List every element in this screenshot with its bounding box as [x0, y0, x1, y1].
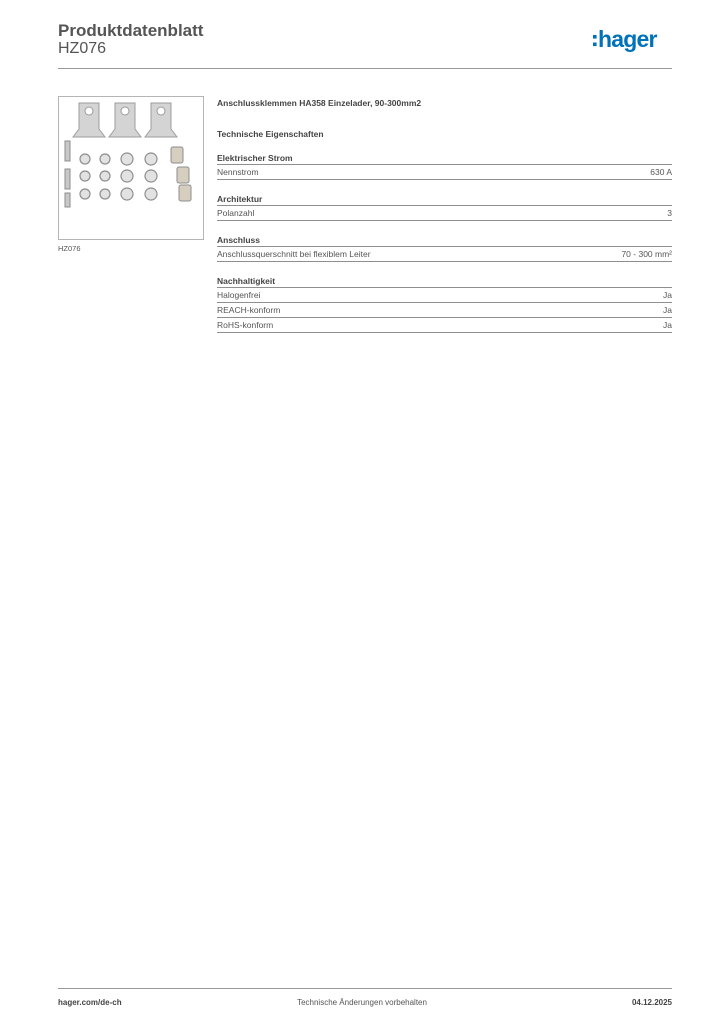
spec-value: 3	[667, 208, 672, 218]
spec-row-rohs	[217, 318, 672, 333]
spec-row-polanzahl	[217, 206, 672, 221]
hager-logo	[592, 26, 674, 56]
spec-value: 630 A	[650, 167, 672, 177]
spec-value: 70 - 300 mm²	[621, 249, 672, 259]
section-heading: Technische Eigenschaften	[217, 129, 324, 139]
group-title-anschluss: Anschluss	[217, 234, 672, 247]
spec-row-anschlussquerschnitt	[217, 247, 672, 262]
group-title-nachhaltigkeit: Nachhaltigkeit	[217, 275, 672, 288]
spec-label: RoHS-konform	[217, 320, 274, 330]
spec-label: REACH-konform	[217, 305, 281, 315]
spec-panel	[217, 96, 672, 333]
product-image	[58, 96, 204, 240]
product-code: HZ076	[58, 40, 107, 57]
group-title-elektrischer-strom: Elektrischer Strom	[217, 152, 672, 165]
spec-label: Polanzahl	[217, 208, 255, 218]
product-title: Anschlussklemmen HA358 Einzelader, 90-300mm2	[217, 98, 422, 108]
page-title: Produktdatenblatt	[58, 21, 204, 40]
spec-value: Ja	[663, 305, 672, 315]
spec-row-reach	[217, 303, 672, 318]
spec-value: Ja	[663, 320, 672, 330]
spec-label: Anschlussquerschnitt bei flexiblem Leiter	[217, 249, 371, 259]
spec-value: Ja	[663, 290, 672, 300]
footer-divider	[58, 988, 672, 989]
spec-label: Nennstrom	[217, 167, 259, 177]
group-title-architektur: Architektur	[217, 193, 672, 206]
footer-url[interactable]: hager.com/de-ch	[58, 998, 122, 1007]
footer-date: 04.12.2025	[631, 998, 672, 1007]
spec-row-halogenfrei	[217, 288, 672, 303]
spec-row-nennstrom	[217, 165, 672, 180]
image-caption: HZ076	[58, 244, 81, 253]
footer-notice: Technische Änderungen vorbehalten	[297, 998, 427, 1007]
spec-label: Halogenfrei	[217, 290, 261, 300]
product-photo-terminal-kit	[59, 97, 203, 239]
logo-text: hager	[598, 26, 657, 52]
header-divider	[58, 68, 672, 69]
